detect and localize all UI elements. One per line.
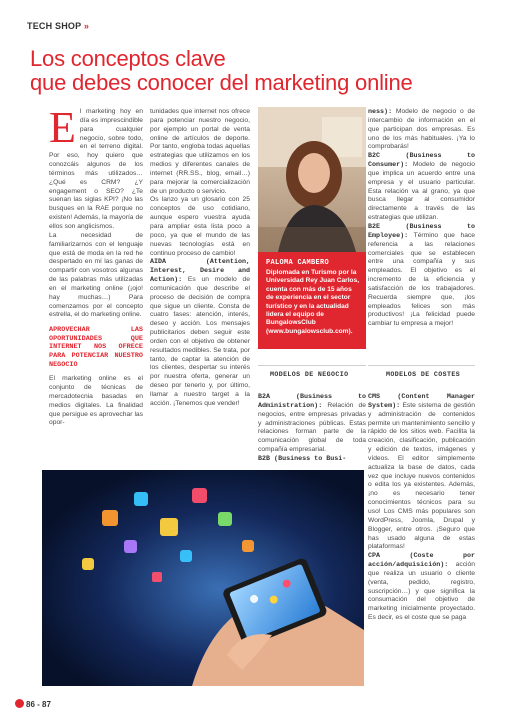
section-title-business-models: MODELOS DE NEGOCIO <box>270 371 349 378</box>
paragraph: La necesidad de familiarizarnos con el lenguaje que está de moda en la red he despertado en mí las ganas de compartir con vosotros algunas de las palabras más utilizadas en el marketing online (¡ojo! hay muchas…) Para comenzamos por el concepto estrella, el do marketing online. <box>49 231 143 319</box>
term-b2a: B2A (Business to Administration): <box>258 393 366 410</box>
intro-text: l marketing hoy en día es imprescindible para cualquier negocio, sobre todo, en el terreno digital. Por eso, hoy quiero que conozcáis algunos de los términos más utilizados… ¿Qué es CRM? ¿Y engagement o SEO? ¿Te suenan las siglas KPI? ¡No las busques en la RAE porque no existen! Además, la mayoría de ellos son anglicismos. <box>49 108 143 230</box>
glossary-entry-b2a <box>258 393 366 455</box>
article-column-4-lower <box>368 393 475 623</box>
paragraph: tunidades que internet nos ofrece para potenciar nuestro negocio, por ejemplo un portal de venta online de artículos de deporte. Por tanto, engloba todas aquellas estrategias que utilizamos en los medios y diferentes canales de internet (RR.SS., blog, email…) para mejorar la comercialización de un producto o servicio. <box>150 108 250 195</box>
author-portrait-image <box>258 107 366 252</box>
divider <box>368 365 475 366</box>
divider <box>258 365 366 366</box>
term-cpa: CPA (Coste por acción/adquisición): <box>368 552 475 570</box>
glossary-entry-cms <box>368 393 475 552</box>
definition-b2e: Término que hace referencia a las relaciones comerciales que se establecen entre una compañía y sus empleados. El objetivo es el incremento de la eficiencia y satisfacción de los trabajadores. Recuerda siempre que, ¡los empleados felices son más productivos! ¡La felicidad puede cambiar tu empresa a mejor! <box>368 231 475 328</box>
glossary-entry-b2b <box>368 108 475 152</box>
glossary-entry-aida <box>150 258 250 408</box>
drop-cap: E <box>49 103 76 152</box>
author-bio: Diplomada en Turismo por la Universidad Rey Juan Carlos, cuenta con más de 15 años de experiencia en el sector turístico y en la actualidad lidera el equipo de BungalowsClub (www.bungalowsclub.com). <box>266 269 360 335</box>
term-cms: CMS (Content Manager System): <box>368 393 475 410</box>
term-b2b: B2B (Business to Busi- <box>258 454 347 463</box>
section-title-cost-models: MODELOS DE COSTES <box>386 371 461 378</box>
definition-b2c: Modelo de negocio que implica un acuerdo entre una empresa y el usuario particular. Esta relación va al grano, ya que busca llegar al consumidor directamente a través de las estrategias que utilizan. <box>368 161 475 222</box>
definition-b2a: Relación de negocios, entre empresas privadas y administraciones públicas. Estas relaciones forman parte de la comunicación global de toda compañía empresarial. <box>258 401 366 454</box>
article-column-1 <box>49 103 143 428</box>
glossary-entry-b2c <box>368 152 475 223</box>
glossary-entry-b2e <box>368 223 475 329</box>
glossary-entry-cpa <box>368 552 475 623</box>
section-tag-label: TECH SHOP <box>27 21 82 31</box>
term-b2e: B2E (Business to Employee): <box>368 222 475 240</box>
article-column-2 <box>150 108 250 409</box>
term-b2b-cont: ness): <box>368 108 393 116</box>
page-title-line2: que debes conocer del marketing online <box>30 70 413 95</box>
glossary-entry-b2b-start <box>258 455 366 464</box>
page-marker-icon <box>15 699 24 708</box>
author-name: PALOMA CAMBERO <box>266 259 330 267</box>
smartphone-illustration <box>42 470 364 686</box>
section-subhead: APROVECHAR LAS OPORTUNIDADES QUE INTERNET NOS OFRECE PARA POTENCIAR NUESTRO NEGOCIO <box>49 326 143 369</box>
smartphone-hand-image <box>42 470 364 686</box>
definition-cpa: acción que realiza un usuario o cliente (venta, pedido, registro, suscripción…) y que significa la consumación del objetivo de marketing inicialmente proyectado. Es decir, es el coste que se paga <box>368 561 475 622</box>
definition-b2b: Modelo de negocio o de intercambio de información en el que participan dos empresas. Es uno de los más habituales. ¡Ya lo comprobarás! <box>368 108 475 151</box>
definition-aida: Es un modelo de comunicación que describe el proceso de decisión de compra que sigue un cliente. Consta de cuatro fases: atención, interés, deseo y acción. Los mensajes publicitarios deben seguir este orden con el objetivo de obtener resultados medibles. Se trata, por tanto, de captar la atención de los clientes, despertar su interés por nuestra oferta, generar un deseo por tenerlo y, por último, llamar a nuestro target a la acción. ¡Tenemos que vender! <box>150 276 250 407</box>
page-title <box>30 47 500 95</box>
term-aida: AIDA (Attention, Interest, Desire and Action): <box>150 258 250 285</box>
term-b2c: B2C (Business to Consumer): <box>368 152 475 170</box>
chevron-right-icon: » <box>83 21 90 31</box>
author-photo <box>258 107 366 252</box>
article-column-3 <box>258 393 366 464</box>
intro-paragraph <box>49 103 143 232</box>
page-title-line1: Los conceptos clave <box>30 46 226 71</box>
definition-cms: Este sistema de gestión y administración de contenidos permite un mantenimiento sencillo y rápido de los sitios web. Facilita la creación, clasificación, publicación y edición de textos, imágenes y vídeos. El editor simplemente actualiza la base de datos, cada vez que incluye nuevos contenidos o edita los ya existentes. Además, ¡no es necesario tener conocimientos técnicos para su uso! Los CMS más populares son WordPress, Joomla, Drupal y Blogger, entre otros. ¡Seguro que has usado alguna de estas plataformas! <box>368 401 475 551</box>
paragraph: El marketing online es el conjunto de técnicas de mercadotecnia basadas en medios digitales. La finalidad que persigue es aprovechar las opor- <box>49 375 143 427</box>
article-column-4 <box>368 108 475 329</box>
section-tag <box>27 21 89 31</box>
author-caption-box <box>258 252 366 349</box>
page-numbers: 86 - 87 <box>26 700 51 709</box>
paragraph: Os lanzo ya un glosario con 25 conceptos de uso cotidiano, aunque espero vuestra ayuda para ampliar esta lista poco a poco, ya que el mundo de las nuevas tecnologías está en continuo proceso de cambio! <box>150 196 250 257</box>
